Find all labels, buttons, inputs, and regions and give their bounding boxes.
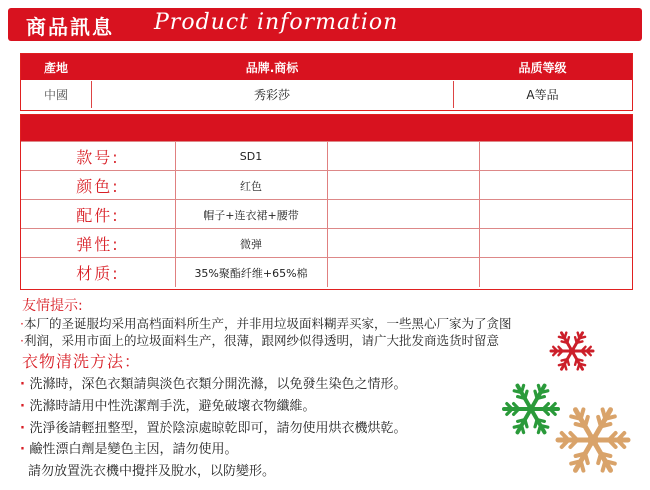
- table1-header: [21, 54, 632, 80]
- divider: [327, 142, 328, 171]
- divider: [327, 200, 328, 229]
- divider: [479, 229, 480, 258]
- divider: [479, 200, 480, 229]
- table2-header-bar: [21, 115, 632, 141]
- divider: [327, 171, 328, 200]
- product-details-table: [20, 114, 633, 290]
- divider: [479, 258, 480, 287]
- wash-line: · 洗淨後請輕扭整型，置於陰涼處晾乾即可，請勿使用烘衣機烘乾。: [20, 421, 407, 436]
- origin-brand-grade-table: [20, 53, 633, 111]
- detail-label: 配件:: [76, 206, 120, 225]
- divider: [175, 171, 176, 200]
- snowflake-red-icon: [548, 327, 596, 375]
- tips-title: 友情提示:: [22, 298, 83, 314]
- detail-label: 材质:: [76, 264, 120, 283]
- divider: [175, 200, 176, 229]
- divider: [327, 229, 328, 258]
- detail-row: [21, 199, 632, 228]
- table1-row: [21, 81, 632, 108]
- detail-value: 微弹: [240, 237, 262, 251]
- wash-line: 請勿放置洗衣機中攪拌及脫水，以防變形。: [28, 464, 276, 479]
- header-title-zh: 商品訊息: [26, 15, 114, 39]
- tip-line: ·利润，采用市面上的垃圾面料生产，很薄，跟网纱似得透明，请广大批发商选货时留意: [20, 333, 499, 348]
- divider: [327, 258, 328, 287]
- header-bar: [8, 8, 642, 41]
- detail-row: [21, 141, 632, 170]
- wash-line: · 洗滌時，深色衣類請與淡色衣類分開洗滌，以免發生染色之情形。: [20, 377, 407, 392]
- detail-value: 帽子+连衣裙+腰带: [203, 208, 299, 222]
- divider: [175, 142, 176, 171]
- detail-label: 颜色:: [76, 177, 120, 196]
- detail-value: 红色: [240, 179, 262, 193]
- detail-value: 35%聚酯纤维+65%棉: [194, 266, 308, 280]
- detail-value: SD1: [239, 150, 263, 163]
- detail-label: 弹性:: [76, 235, 120, 254]
- header-title-en: Product information: [154, 10, 399, 35]
- origin-value: 中國: [43, 88, 68, 102]
- detail-label: 款号:: [76, 148, 120, 167]
- detail-row: [21, 170, 632, 199]
- snowflake-tan-icon: [553, 400, 633, 480]
- wash-line: · 洗滌時請用中性洗潔劑手洗，避免破壞衣物纖維。: [20, 399, 316, 414]
- header-brand: 品牌.商标: [245, 60, 299, 75]
- divider: [479, 171, 480, 200]
- divider: [175, 229, 176, 258]
- header-grade: 品质等级: [518, 60, 567, 75]
- wash-title: 衣物清洗方法：: [22, 352, 142, 371]
- divider: [175, 258, 176, 287]
- brand-value: 秀彩莎: [253, 88, 290, 102]
- grade-value: A等品: [526, 88, 559, 102]
- wash-line: · 鹼性漂白劑是變色主因，請勿使用。: [20, 442, 238, 457]
- detail-row: [21, 228, 632, 257]
- tip-line: ·本厂的圣诞服均采用高档面料所生产，并非用垃圾面料糊弄买家，一些黑心厂家为了贪图: [20, 316, 512, 331]
- header-origin: 產地: [43, 60, 68, 75]
- detail-row: [21, 257, 632, 286]
- divider: [479, 142, 480, 171]
